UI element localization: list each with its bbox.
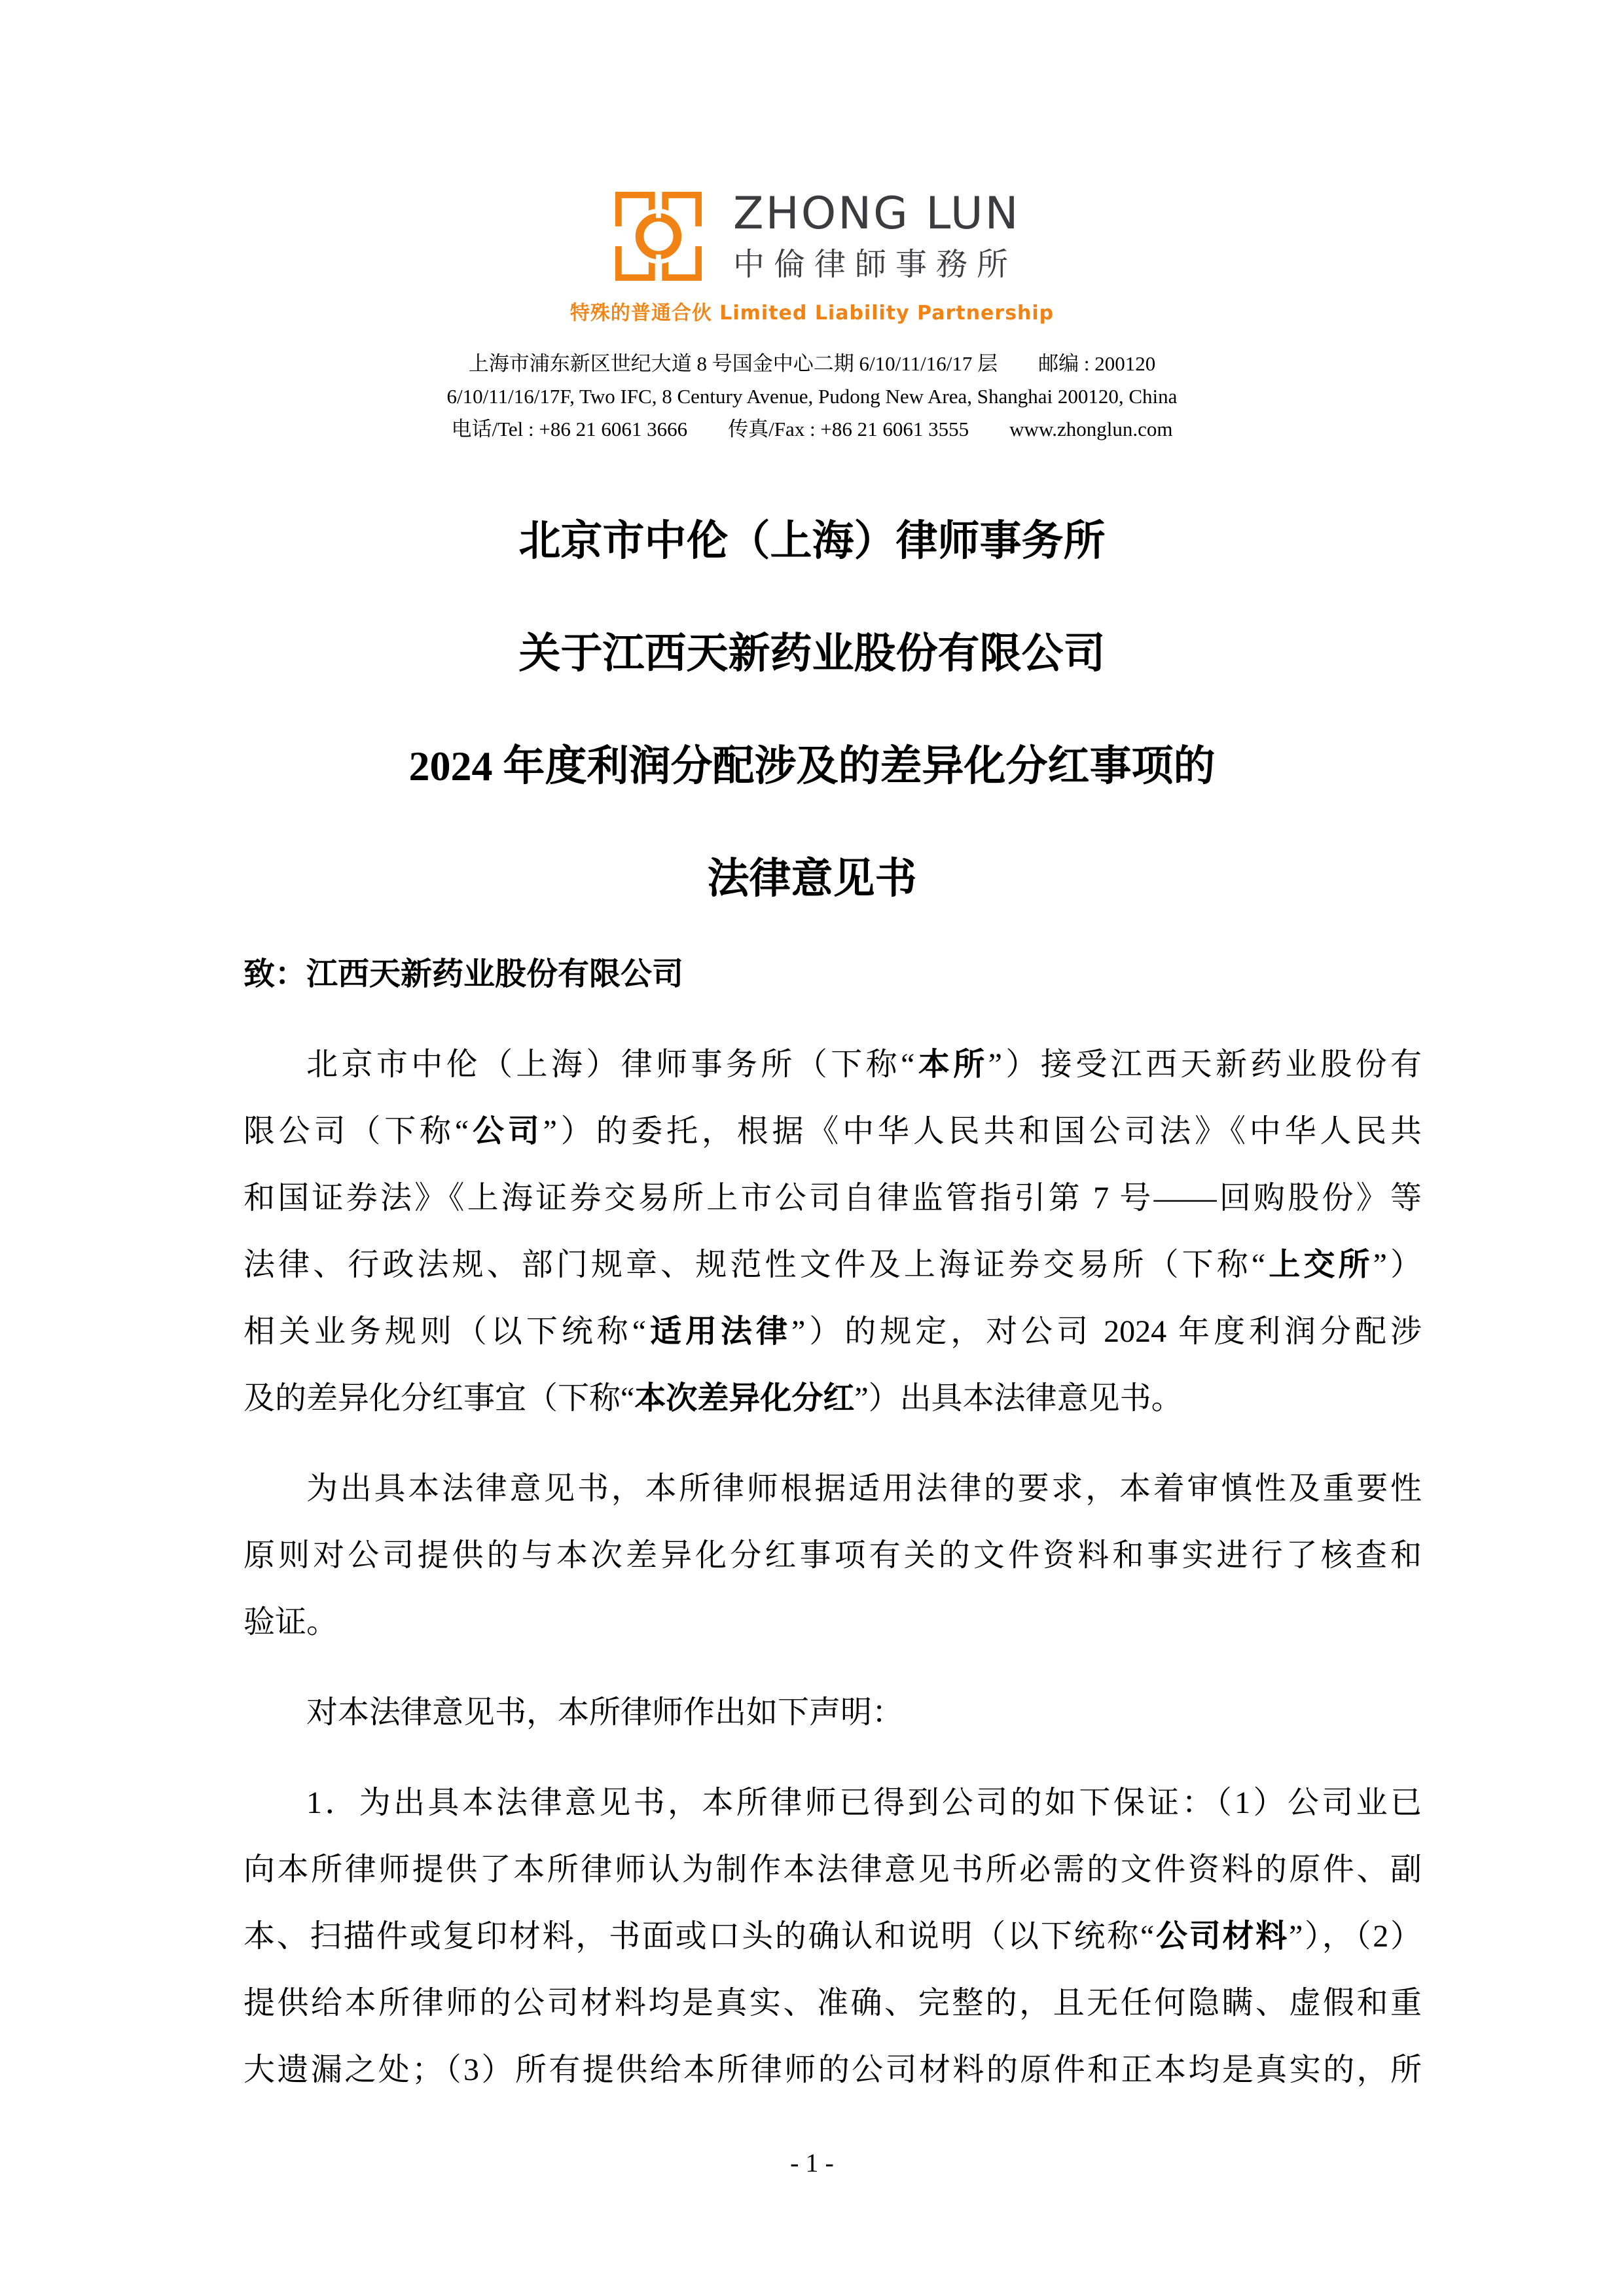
paragraph-statement-intro: [244, 1679, 1422, 1746]
text-line: 验证。: [244, 1605, 338, 1640]
text-line: 限公司（下称“公司”）的委托，根据《中华人民共和国公司法》《中华人民共: [244, 1114, 1422, 1149]
text-line: 相关业务规则（以下统称“适用法律”）的规定，对公司 2024 年度利润分配涉: [244, 1314, 1422, 1349]
text-line: 大遗漏之处；（3）所有提供给本所律师的公司材料的原件和正本均是真实的，所: [244, 2053, 1422, 2087]
document-title-line-2: 关于江西天新药业股份有限公司: [518, 630, 1106, 677]
document-title-line-4: 法律意见书: [707, 855, 917, 902]
text-line: 及的差异化分红事宜（下称“本次差异化分红”）出具本法律意见书。: [244, 1381, 1183, 1416]
text-line: 和国证券法》《上海证券交易所上市公司自律监管指引第 7 号——回购股份》等: [244, 1181, 1422, 1215]
address-block: [0, 348, 1624, 446]
text-line: 本、扫描件或复印材料，书面或口头的确认和说明（以下统称“公司材料”），（2）: [244, 1919, 1422, 1954]
salutation: [244, 941, 1422, 1008]
text-line: 为出具本法律意见书，本所律师根据适用法律的要求，本着审慎性及重要性: [306, 1471, 1422, 1506]
text-line: 致：江西天新药业股份有限公司: [244, 957, 684, 992]
text-line: 法律、行政法规、部门规章、规范性文件及上海证券交易所（下称“上交所”）: [244, 1247, 1422, 1282]
text-line: 1．为出具本法律意见书，本所律师已得到公司的如下保证：（1）公司业已: [306, 1785, 1422, 1820]
zhonglun-logo-mark-icon: [615, 191, 702, 281]
logo-wordmark: [733, 188, 1020, 283]
paragraph-declaration-1: [244, 1770, 1422, 2104]
body-paragraphs: [244, 941, 1422, 2104]
address-line-cn: 上海市浦东新区世纪大道 8 号国金中心二期 6/10/11/16/17 层 邮编 : 200120: [468, 352, 1156, 375]
document-title-line-3: 2024 年度利润分配涉及的差异化分红事项的: [408, 743, 1216, 789]
text-line: 原则对公司提供的与本次差异化分红事项有关的文件资料和事实进行了核查和: [244, 1538, 1422, 1573]
document-title-line-1: 北京市中伦（上海）律师事务所: [518, 518, 1106, 564]
page-number: - 1 -: [790, 2148, 834, 2178]
zhonglun-logo: [615, 188, 1021, 283]
logo-wordmark-en: ZHONG LUN: [733, 188, 1020, 240]
logo-wordmark-cn: 中倫律師事務所: [733, 246, 1018, 283]
text-line: 向本所律师提供了本所律师认为制作本法律意见书所必需的文件资料的原件、副: [244, 1852, 1422, 1887]
title-block: [0, 485, 1624, 935]
address-line-en: 6/10/11/16/17F, Two IFC, 8 Century Avenue, Pudong New Area, Shanghai 200120, China: [446, 385, 1178, 408]
text-line: 提供给本所律师的公司材料均是真实、准确、完整的，且无任何隐瞒、虚假和重: [244, 1986, 1422, 2020]
paragraph-verification: [244, 1456, 1422, 1656]
contact-line: 电话/Tel : +86 21 6061 3666 传真/Fax : +86 21 6061 3555 www.zhonglun.com: [451, 418, 1173, 440]
text-line: 北京市中伦（上海）律师事务所（下称“本所”）接受江西天新药业股份有: [306, 1047, 1422, 1082]
paragraph-engagement: [244, 1031, 1422, 1432]
partnership-line: 特殊的普通合伙 Limited Liability Partnership: [569, 302, 1055, 325]
text-line: 对本法律意见书，本所律师作出如下声明：: [306, 1695, 904, 1730]
